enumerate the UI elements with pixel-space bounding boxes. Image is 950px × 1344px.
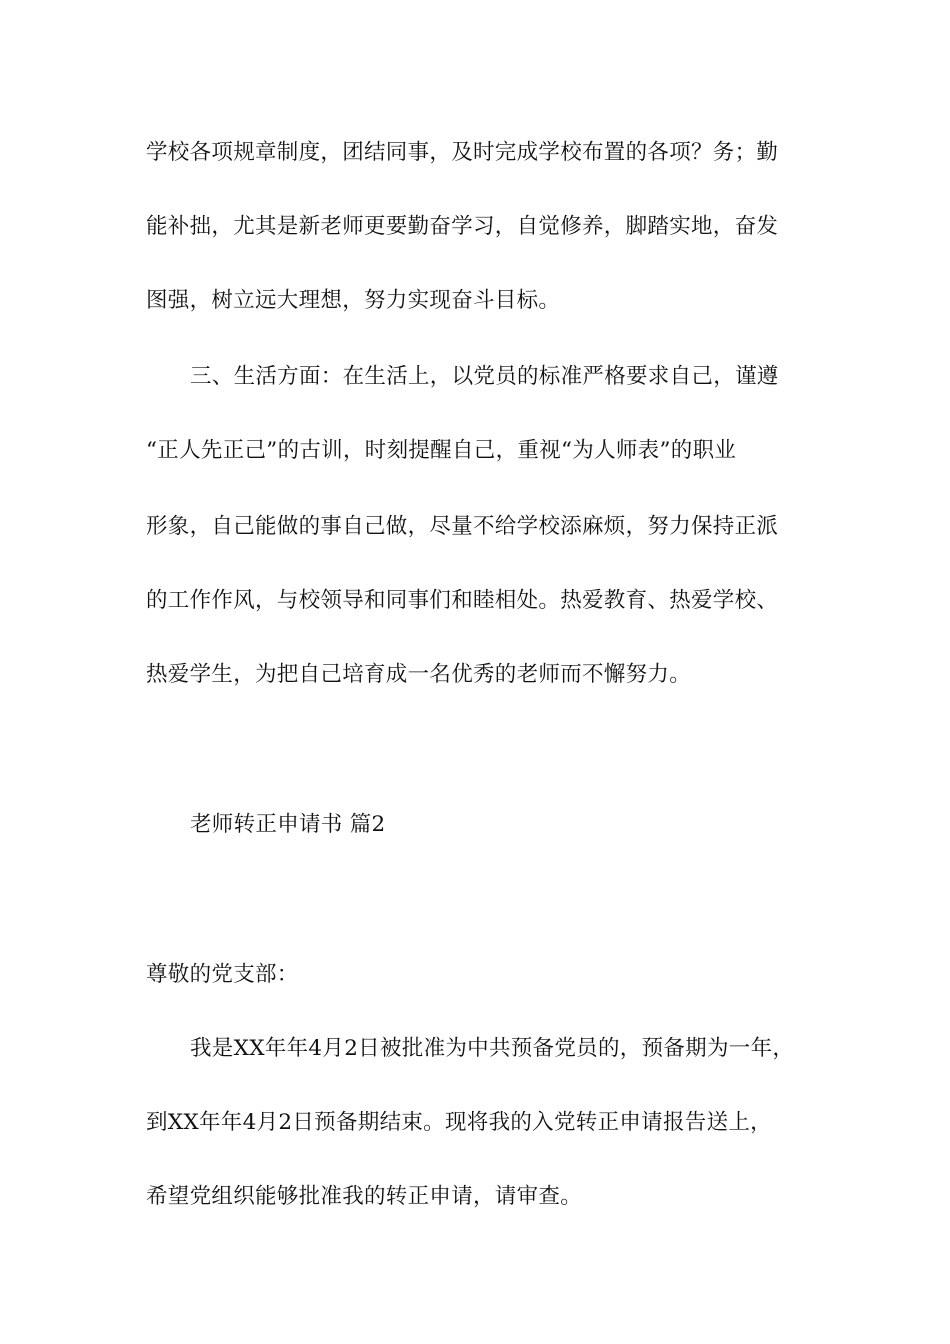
paragraph-line: 希望党组织能够批准我的转正申请，请审查。 (146, 1184, 583, 1209)
paragraph-line: 到XX年年4月2日预备期结束。现将我的入党转正申请报告送上， (146, 1110, 772, 1135)
paragraph-line: 能补拙，尤其是新老师更要勤奋学习，自觉修养，脚踏实地，奋发 (146, 214, 779, 239)
paragraph-line: 图强，树立远大理想，努力实现奋斗目标。 (146, 288, 561, 313)
paragraph-line: 的工作作风，与校领导和同事们和睦相处。热爱教育、热爱学校、 (146, 588, 779, 613)
paragraph-line: 三、生活方面：在生活上，以党员的标准严格要求自己，谨遵 (190, 364, 779, 389)
paragraph-line: 学校各项规章制度，团结同事，及时完成学校布置的各项？务；勤 (146, 140, 779, 165)
paragraph-line: “正人先正己”的古训，时刻提醒自己，重视“为人师表”的职业 (146, 438, 737, 463)
section-heading: 老师转正申请书 篇2 (190, 812, 386, 837)
paragraph-line: 形象，自己能做的事自己做，尽量不给学校添麻烦，努力保持正派 (146, 514, 779, 539)
paragraph-line: 热爱学生，为把自己培育成一名优秀的老师而不懈努力。 (146, 662, 692, 687)
salutation: 尊敬的党支部： (146, 962, 299, 987)
paragraph-line: 我是XX年年4月2日被批准为中共预备党员的，预备期为一年， (190, 1036, 795, 1061)
